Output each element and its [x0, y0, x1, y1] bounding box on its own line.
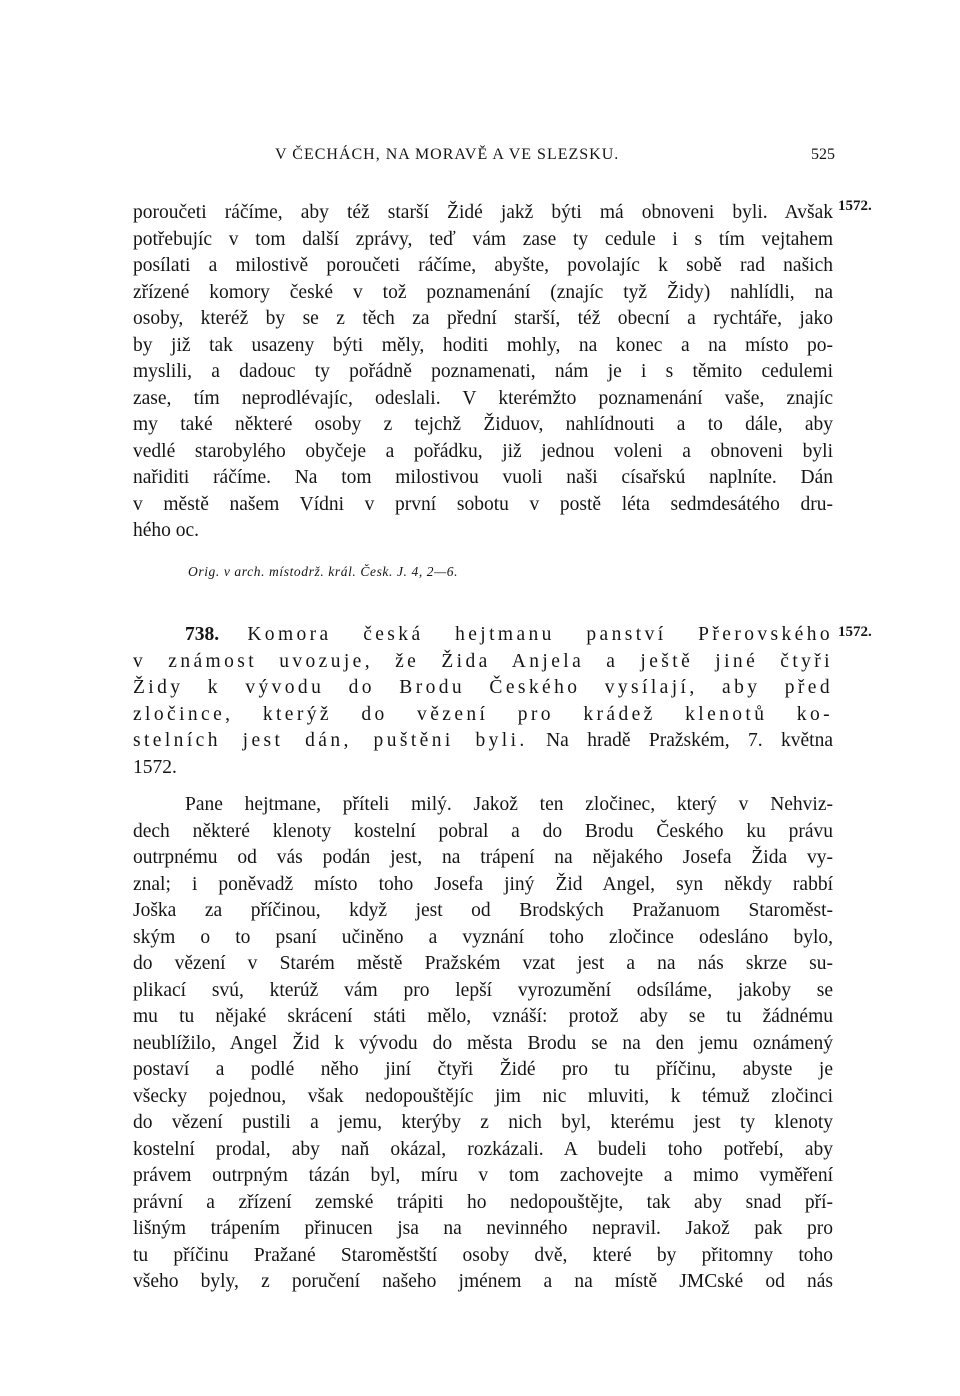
paragraph-continued [133, 200, 833, 545]
page-number: 525 [811, 146, 835, 163]
text-line: lišným trápením přinucen jsa na nevinného nepravil. Jakož pak pro [133, 1218, 833, 1239]
regest-line: v známost uvozuje, že Žida Anjela a ještě jiné čtyři [133, 650, 833, 672]
text-line: právem outrpným tázán byl, míru v tom zachovejte a mimo vyměření [133, 1165, 833, 1186]
text-line: do vězení pustili a jemu, kterýby z nich byl, kterému jest ty klenoty [133, 1112, 833, 1133]
text-line: my také některé osoby z tejchž Židuov, nahlídnouti a to dále, aby [133, 414, 833, 435]
regest-tail-date: Na hradě Pražském, 7. května [527, 730, 833, 751]
text-line: ským o to psaní učiněno a vyznání toho zločince odesláno bylo, [133, 926, 833, 948]
regest-line: zločince, kterýž do vězení pro krádež klenotů ko- [133, 703, 833, 725]
text-line: všecky pojednou, však nedopouštějíc jim nic mluviti, k témuž zločinci [133, 1085, 833, 1107]
document-number: 738. [185, 624, 220, 645]
text-line: potřebujíc v tom další zprávy, teď vám zase ty cedule i s tím vejtahem [133, 228, 833, 250]
text-line: Pane hejtmane, příteli milý. Jakož ten zločinec, který v Nehviz- [185, 794, 833, 815]
text-line: by již tak usazeny býti měly, hoditi mohly, na konec a na místo po- [133, 334, 833, 356]
text-line: kostelní prodal, aby naň okázal, rozkázali. A budeli toho potřebí, aby [133, 1138, 833, 1160]
text-line: outrpnému od vás podán jest, na trápení na nějakého Josefa Žida vy- [133, 847, 833, 868]
text-line: postaví a podlé něho jiní čtyři Židé pro tu příčinu, abyste je [133, 1059, 833, 1080]
text-line: mu tu nějaké skrácení státi mělo, vznáší: protož aby se tu žádnému [133, 1006, 833, 1027]
regest-line: Židy k vývodu do Brodu Českého vysílají, aby před [133, 677, 833, 698]
text-line: poroučeti ráčíme, aby též starší Židé jakž býti má obnoveni byli. Avšak [133, 202, 833, 223]
text-line: dech některé klenoty kostelní pobral a do Brodu Českého ku právu [133, 820, 833, 842]
source-note: Orig. v arch. místodrž. král. Česk. J. 4, 2—6. [188, 564, 459, 579]
text-line: všeho byly, z poručení našeho jménem a na místě JMCské od nás [133, 1271, 833, 1292]
text-line: Joška za příčinou, když jest od Brodských Pražanuom Staroměst- [133, 900, 833, 921]
regest-header [133, 622, 833, 781]
text-line: vedlé starobylého obyčeje a pořádku, již jednou voleni a obnoveni byli [133, 440, 833, 462]
text-line: posílati a milostivě poroučeti ráčíme, abyšte, povolajíc k sobě rad našich [133, 255, 833, 276]
letter-body [133, 792, 833, 1296]
text-line: do vězení v Starém městě Pražském vzat jest a na nás skrze su- [133, 953, 833, 974]
text-line: právní a zřízení zemské trápiti ho nedopouštějte, tak aby snad pří- [133, 1191, 833, 1213]
text-line: znal; i poněvadž místo toho Josefa jiný Žid Angel, syn někdy rabbí [133, 873, 833, 895]
text-line: nařiditi ráčíme. Na tom milostivou vuoli naši císařskú naplníte. Dán [133, 467, 833, 488]
regest-tail-spaced: stelních jest dán, puštěni byli. [133, 730, 528, 751]
text-line: neublížilo, Angel Žid k vývodu do města Brodu se na den jemu oznámený [133, 1032, 833, 1054]
text-line: tu příčinu Pražané Staroměstští osoby dvě, které by přitomny toho [133, 1244, 833, 1266]
regest-first-line: Komora česká hejtmanu panství Přerovského [247, 624, 834, 645]
regest-year: 1572. [133, 756, 177, 778]
text-line: plikací svú, kterúž vám pro lepší vyrozumění odsíláme, jakoby se [133, 979, 833, 1001]
margin-year-note: 1572. [838, 624, 872, 640]
text-line: zřízené komory české v tož poznamenání (znajíc tyž Židy) nahlídli, na [133, 281, 833, 303]
text-line: hého oc. [133, 520, 200, 541]
margin-year-note: 1572. [838, 198, 872, 214]
text-line: v městě našem Vídni v první sobotu v postě léta sedmdesátého dru- [133, 493, 833, 515]
text-line: myslili, a dadouc ty pořádně poznamenati, nám je i s těmito cedulemi [133, 361, 833, 382]
text-line: osoby, kteréž by se z těch za přední starší, též obecní a rychtáře, jako [133, 308, 833, 329]
running-title: V ČECHÁCH, NA MORAVĚ A VE SLEZSKU. [275, 146, 620, 163]
text-line: zase, tím neprodlévajíc, odeslali. V kterémžto poznamenání vaše, znajíc [133, 387, 833, 409]
